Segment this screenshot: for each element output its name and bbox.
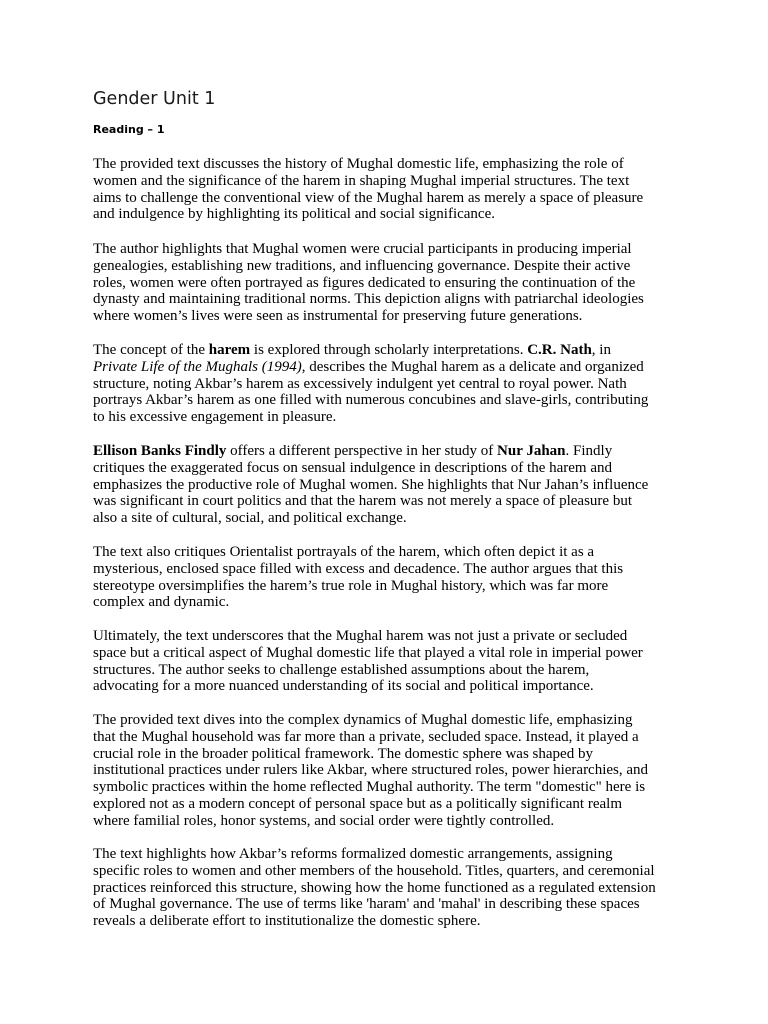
- paragraph-line: explored not as a modern concept of personal space but as a politically significant realm: [93, 795, 622, 812]
- paragraph-line: critiques the exaggerated focus on sensual indulgence in descriptions of the harem and: [93, 459, 612, 476]
- paragraph-line: where familial roles, honor systems, and social order were tightly controlled.: [93, 812, 555, 829]
- paragraph-1: [93, 156, 683, 223]
- paragraph-line: institutional practices under rulers like Akbar, where structured roles, power hierarchies, and: [93, 762, 649, 779]
- paragraph-line: roles, women were often portrayed as figures dedicated to ensuring the continuation of the: [93, 274, 636, 291]
- paragraph-line: Ultimately, the text underscores that the Mughal harem was not just a private or secluded: [93, 628, 628, 644]
- text-run: offers a different perspective in her study of: [226, 443, 498, 459]
- paragraph-line: symbolic practices within the home reflected Mughal authority. The term "domestic" here is: [93, 779, 646, 796]
- paragraph-line: [93, 359, 683, 376]
- paragraph-2: [93, 241, 683, 325]
- paragraph-line: The text also critiques Orientalist portrayals of the harem, which often depict it as a: [93, 544, 595, 560]
- text-run: The concept of the: [93, 342, 209, 358]
- paragraph-line: that the Mughal household was far more than a private, secluded space. Instead, it played a: [93, 728, 639, 745]
- paragraph-line: aims to challenge the conventional view of the Mughal harem as merely a space of pleasure: [93, 189, 644, 206]
- paragraph-line: [93, 443, 683, 460]
- paragraph-line: where women’s lives were seen as instrumental for preserving future generations.: [93, 308, 583, 325]
- paragraph-3: [93, 342, 683, 426]
- paragraph-line: emphasizes the productive role of Mughal women. She highlights that Nur Jahan’s influence: [93, 476, 649, 493]
- document-title: Gender Unit 1: [93, 89, 216, 109]
- term-nur-jahan: Nur Jahan: [497, 443, 566, 459]
- paragraph-line: structures. The author seeks to challenge established assumptions about the harem,: [93, 661, 590, 678]
- paragraph-line: The text highlights how Akbar’s reforms formalized domestic arrangements, assigning: [93, 846, 613, 862]
- reading-heading: Reading – 1: [93, 123, 165, 136]
- paragraph-line: specific roles to women and other members of the household. Titles, quarters, and ceremonial: [93, 862, 655, 879]
- text-run: , in: [591, 342, 611, 358]
- author-cr-nath: C.R. Nath: [527, 342, 592, 358]
- paragraph-line: crucial role in the broader political framework. The domestic sphere was shaped by: [93, 745, 593, 762]
- paragraph-line: women and the significance of the harem in shaping Mughal imperial structures. The text: [93, 172, 630, 189]
- paragraph-line: practices reinforced this structure, showing how the home functioned as a regulated extension: [93, 879, 656, 896]
- text-run: is explored through scholarly interpretations.: [250, 342, 528, 358]
- paragraph-line: genealogies, establishing new traditions, and influencing governance. Despite their active: [93, 257, 631, 274]
- paragraph-6: [93, 628, 683, 695]
- term-harem: harem: [208, 342, 251, 358]
- author-findly: Ellison Banks Findly: [93, 443, 227, 459]
- paragraph-line: to his excessive engagement in pleasure.: [93, 409, 337, 426]
- paragraph-line: The provided text dives into the complex dynamics of Mughal domestic life, emphasizing: [93, 712, 633, 728]
- paragraph-line: of Mughal governance. The use of terms like 'haram' and 'mahal' in describing these spaces: [93, 896, 640, 913]
- paragraph-line: also a site of cultural, social, and political exchange.: [93, 510, 407, 527]
- paragraph-4: [93, 443, 683, 527]
- paragraph-line: space but a critical aspect of Mughal domestic life that played a vital role in imperial power: [93, 644, 643, 661]
- paragraph-line: The author highlights that Mughal women were crucial participants in producing imperial: [93, 241, 632, 257]
- paragraph-line: advocating for a more nuanced understanding of its social and political importance.: [93, 678, 594, 695]
- paragraph-line: and indulgence by highlighting its political and social significance.: [93, 206, 495, 223]
- paragraph-7: [93, 712, 683, 830]
- paragraph-5: [93, 544, 683, 611]
- paragraph-line: The provided text discusses the history of Mughal domestic life, emphasizing the role of: [93, 156, 624, 172]
- paragraph-line: dynasty and maintaining traditional norms. This depiction aligns with patriarchal ideologies: [93, 291, 644, 308]
- paragraph-line: [93, 342, 683, 359]
- paragraph-line: mysterious, enclosed space filled with excess and decadence. The author argues that this: [93, 560, 624, 577]
- paragraph-line: portrays Akbar’s harem as one filled with numerous concubines and slave-girls, contributing: [93, 392, 649, 409]
- paragraph-line: complex and dynamic.: [93, 594, 230, 611]
- paragraph-line: stereotype oversimplifies the harem’s true role in Mughal history, which was far more: [93, 577, 609, 594]
- paragraph-8: [93, 846, 683, 930]
- book-title: Private Life of the Mughals (1994): [93, 358, 302, 375]
- paragraph-line: reveals a deliberate effort to institutionalize the domestic sphere.: [93, 913, 481, 930]
- text-run: . Findly: [565, 443, 613, 459]
- paragraph-line: was significant in court politics and that the harem was not merely a space of pleasure but: [93, 493, 632, 510]
- text-run: , describes the Mughal harem as a delicate and organized: [301, 358, 644, 375]
- paragraph-line: structure, noting Akbar’s harem as excessively indulgent yet central to royal power. Nath: [93, 375, 627, 392]
